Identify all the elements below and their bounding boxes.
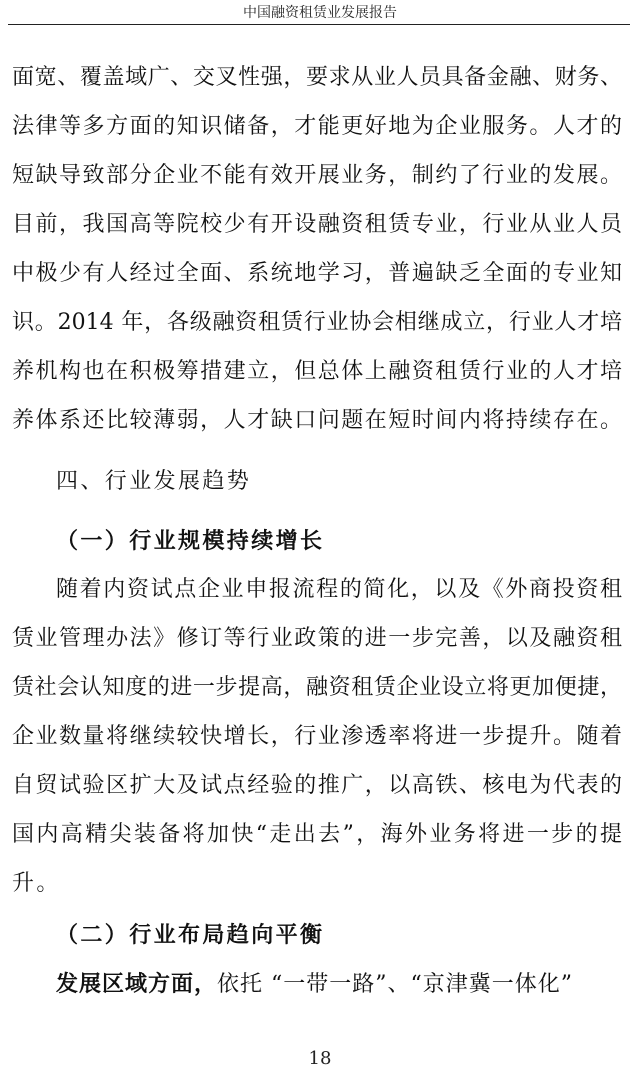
paragraph-line: 中极少有人经过全面、系统地学习，普遍缺乏全面的专业知 xyxy=(12,261,622,286)
paragraph-line: 法律等多方面的知识储备，才能更好地为企业服务。人才的 xyxy=(12,114,622,139)
subsection-heading: （二）行业布局趋向平衡 xyxy=(56,922,325,948)
paragraph-text: 依托 “一带一路”、“京津冀一体化” xyxy=(217,972,573,997)
bold-lead-text: 发展区域方面， xyxy=(56,971,218,997)
paragraph-line: 随着内资试点企业申报流程的简化，以及《外商投资租 xyxy=(56,577,622,602)
paragraph-line: 赁社会认知度的进一步提高，融资租赁企业设立将更加便捷， xyxy=(12,675,622,700)
paragraph-line xyxy=(56,969,622,1000)
section-heading: 四、行业发展趋势 xyxy=(56,469,252,494)
paragraph-line: 养体系还比较薄弱，人才缺口问题在短时间内将持续存在。 xyxy=(12,408,622,433)
paragraph-line: 企业数量将继续较快增长，行业渗透率将进一步提升。随着 xyxy=(12,724,622,749)
paragraph-line: 养机构也在积极筹措建立，但总体上融资租赁行业的人才培 xyxy=(12,359,622,384)
paragraph-line: 识。2014 年，各级融资租赁行业协会相继成立，行业人才培 xyxy=(12,310,622,335)
paragraph-line: 目前，我国高等院校少有开设融资租赁专业，行业从业人员 xyxy=(12,212,622,237)
header-divider xyxy=(8,24,630,25)
subsection-heading: （一）行业规模持续增长 xyxy=(56,528,325,554)
paragraph-line: 自贸试验区扩大及试点经验的推广，以高铁、核电为代表的 xyxy=(12,773,622,798)
page-number: 18 xyxy=(308,1048,332,1069)
running-header: 中国融资租赁业发展报告 xyxy=(243,5,397,21)
paragraph-line: 短缺导致部分企业不能有效开展业务，制约了行业的发展。 xyxy=(12,163,622,188)
paragraph-line: 升。 xyxy=(12,871,61,896)
paragraph-line: 赁业管理办法》修订等行业政策的进一步完善，以及融资租 xyxy=(12,626,622,651)
paragraph-line: 国内高精尖装备将加快“走出去”，海外业务将进一步的提 xyxy=(12,822,622,847)
paragraph-line: 面宽、覆盖域广、交叉性强，要求从业人员具备金融、财务、 xyxy=(12,65,622,90)
